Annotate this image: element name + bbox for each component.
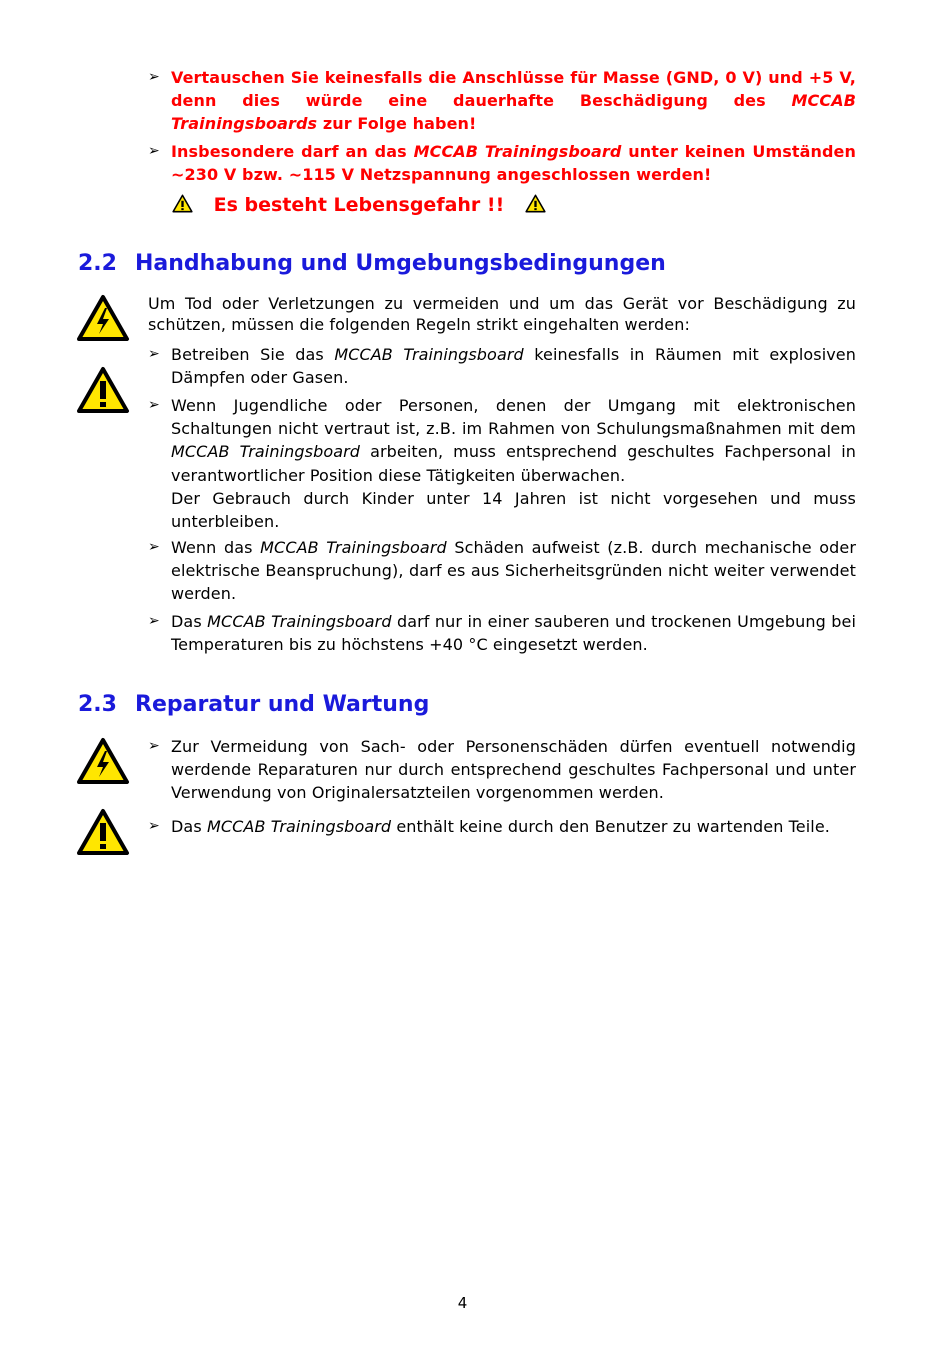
list-text: enthält keine durch den Benutzer zu wartenden Teile. bbox=[391, 817, 830, 836]
warning-text: zur Folge haben! bbox=[317, 114, 477, 134]
high-voltage-warning-icon bbox=[76, 294, 130, 342]
bullet-arrow-icon: ➢ bbox=[148, 738, 160, 754]
warning-text: Insbesondere darf an das bbox=[171, 142, 414, 161]
bullet-arrow-icon: ➢ bbox=[148, 397, 160, 413]
list-item bbox=[148, 610, 856, 656]
list-text: Betreiben Sie das bbox=[171, 345, 335, 364]
section-title: Handhabung und Umgebungsbedingungen bbox=[135, 251, 666, 276]
list-item bbox=[148, 394, 856, 533]
bullet-arrow-icon: ➢ bbox=[148, 346, 160, 362]
list-item bbox=[148, 343, 856, 389]
list-text: darf nur in einer sauberen und trockenen Umgebung bei Temperaturen bis zu höchstens +40 °C eingesetzt werden. bbox=[171, 612, 856, 655]
list-text: keinesfalls in Räumen mit explosiven Dämpfen oder Gasen. bbox=[171, 345, 856, 388]
product-name: MCCAB Trainingsboard bbox=[171, 442, 361, 462]
high-voltage-warning-icon bbox=[76, 737, 130, 785]
product-name: MCCAB Trainingsboard bbox=[260, 538, 447, 557]
section-number: 2.3 bbox=[78, 692, 117, 717]
danger-notice bbox=[172, 193, 546, 217]
product-name: MCCAB Trainingsboard bbox=[206, 817, 392, 836]
warning-triangle-icon bbox=[525, 194, 546, 213]
product-name: MCCAB Trainingsboard bbox=[207, 612, 392, 631]
list-item bbox=[148, 735, 856, 805]
warning-item-mains bbox=[148, 140, 856, 186]
danger-text: Es besteht Lebensgefahr !! bbox=[213, 194, 505, 216]
section-intro: Um Tod oder Verletzungen zu vermeiden und um das Gerät vor Beschädigung zu schützen, müssen die folgenden Regeln strikt eingehalten werden: bbox=[148, 294, 856, 334]
product-name: MCCAB Trainingsboards bbox=[171, 91, 856, 134]
product-name: MCCAB Trainingsboard bbox=[334, 345, 524, 364]
bullet-arrow-icon: ➢ bbox=[148, 69, 160, 85]
list-text: Das bbox=[171, 612, 208, 631]
section-number: 2.2 bbox=[78, 251, 117, 276]
list-text: Das bbox=[171, 817, 207, 836]
general-warning-icon bbox=[76, 808, 130, 856]
general-warning-icon bbox=[76, 366, 130, 414]
warning-text: Vertauschen Sie keinesfalls die Anschlüsse für Masse (GND, 0 V) und +5 V, denn dies würde eine dauerhafte Beschädigung des bbox=[171, 68, 856, 111]
warning-item-polarity bbox=[148, 66, 856, 136]
list-text: Wenn das bbox=[171, 538, 261, 557]
list-text: Zur Vermeidung von Sach- oder Personenschäden dürfen eventuell notwendig werdende Reparaturen nur durch entsprechend geschultes Fachpersonal und unter Verwendung von Originalersatzteilen vorgenommen werden. bbox=[171, 737, 856, 803]
warning-triangle-icon bbox=[172, 194, 193, 213]
list-item bbox=[148, 815, 856, 838]
product-name: MCCAB Trainingsboard bbox=[413, 142, 622, 161]
warning-text: unter keinen Umständen ~230 V bzw. ~115 V Netzspannung angeschlossen werden! bbox=[171, 142, 856, 185]
list-text-second: Der Gebrauch durch Kinder unter 14 Jahren ist nicht vorgesehen und muss unterbleiben. bbox=[171, 488, 856, 532]
bullet-arrow-icon: ➢ bbox=[148, 613, 160, 629]
bullet-arrow-icon: ➢ bbox=[148, 818, 160, 834]
section-heading-2-2 bbox=[78, 250, 666, 278]
list-text: Wenn Jugendliche oder Personen, denen der Umgang mit elektronischen Schaltungen nicht vertraut ist, z.B. im Rahmen von Schulungsmaßnahmen mit dem bbox=[171, 396, 856, 439]
list-item bbox=[148, 536, 856, 606]
list-text: Schäden aufweist (z.B. durch mechanische oder elektrische Beanspruchung), darf es aus Sicherheitsgründen nicht weiter verwendet werden. bbox=[171, 538, 856, 604]
section-heading-2-3 bbox=[78, 691, 429, 719]
list-text: arbeiten, muss entsprechend geschultes Fachpersonal in verantwortlicher Position diese Tätigkeiten überwachen. bbox=[171, 442, 857, 485]
page-number: 4 bbox=[457, 1294, 468, 1312]
section-title: Reparatur und Wartung bbox=[135, 692, 430, 717]
bullet-arrow-icon: ➢ bbox=[148, 143, 160, 159]
bullet-arrow-icon: ➢ bbox=[148, 539, 160, 555]
